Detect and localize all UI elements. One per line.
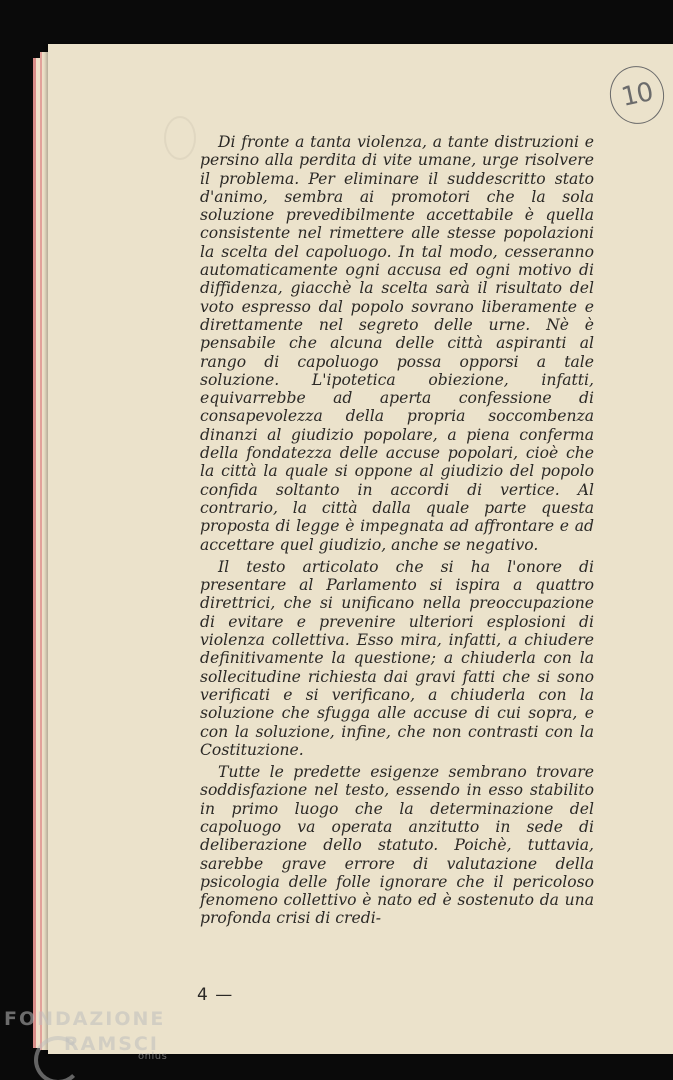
watermark-suffix: onlus [138, 1051, 168, 1062]
page-folio: 4 — [197, 985, 234, 1005]
watermark-line-1: FONDAZIONE [4, 1008, 166, 1030]
bleed-through-mark [164, 116, 196, 160]
handwritten-number-text: 10 [618, 77, 656, 113]
paragraph-2: Il testo articolato che si ha l'onore di presentare al Parlamento si ispira a quattro direttrici, che si unificano nella preoccupazione di evitare e prevenire ulteriori esplosioni di violenza collettiva. Esso mira, infatti, a chiudere definitivamente la questione; a chiuderla con la sollecitudine richiesta dai gravi fatti che si sono verificati e si verificano, a chiuderla con la soluzione che sfugga alle accuse di cui sopra, e con la soluzione, infine, che non contrasti con la Costituzione. [200, 557, 594, 759]
paragraph-3: Tutte le predette esigenze sembrano trovare soddisfazione nel testo, essendo in esso stabilito in primo luogo che la determinazione del capoluogo va operata anzitutto in sede di deliberazione dello statuto. Poichè, tuttavia, sarebbe grave errore di valutazione della psicologia delle folle ignorare che il pericoloso fenomeno collettivo è nato ed è sostenuto da una profonda crisi di credi- [200, 763, 594, 928]
foundation-watermark [4, 1008, 168, 1062]
watermark-line-2: RAMSCI [64, 1033, 159, 1055]
body-text [200, 133, 594, 928]
paragraph-1: Di fronte a tanta violenza, a tante distruzioni e persino alla perdita di vite umane, urge risolvere il problema. Per eliminare il suddescritto stato d'animo, sembra ai promotori che la sola soluzione prevedibilmente accettabile è quella consistente nel rimettere alle stesse popolazioni la scelta del capoluogo. In tal modo, cesseranno automaticamente ogni accusa ed ogni motivo di diffidenza, giacchè la scelta sarà il risultato del voto espresso dal popolo sovrano liberamente e direttamente nel segreto delle urne. Nè è pensabile che alcuna delle città aspiranti al rango di capoluogo possa opporsi a tale soluzione. L'ipotetica obiezione, infatti, equivarrebbe ad aperta confessione di consapevolezza della propria soccombenza dinanzi al giudizio popolare, a piena conferma della fondatezza delle accuse popolari, cioè che la città la quale si oppone al giudizio del popolo confida soltanto in accordi di vertice. Al contrario, la città dalla quale parte questa proposta di legge è impegnata ad affrontare e ad accettare quel giudizio, anche se negativo. [200, 133, 594, 554]
